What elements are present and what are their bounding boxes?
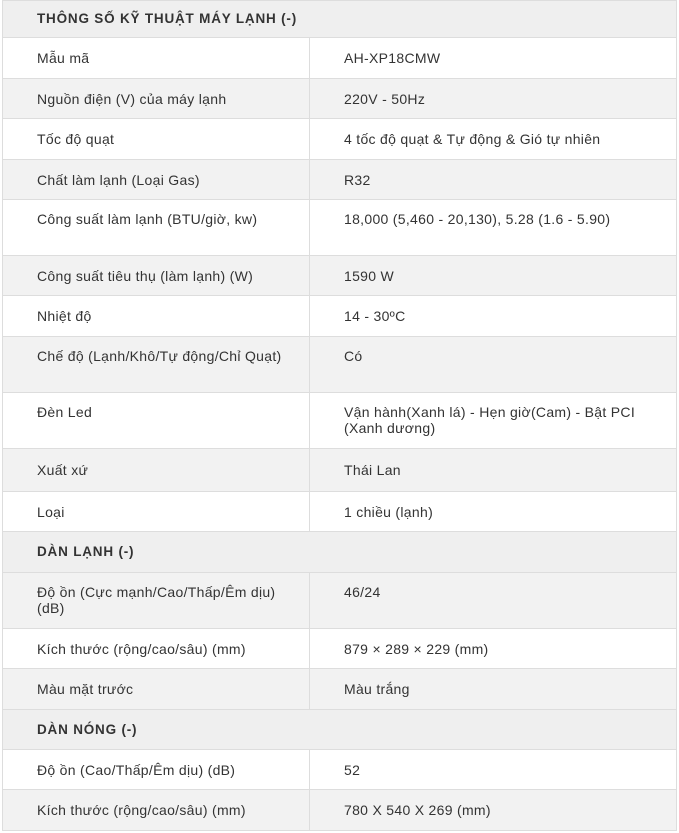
spec-label: Độ ồn (Cực mạnh/Cao/Thấp/Êm dịu) (dB) <box>3 573 310 628</box>
spec-value: Có <box>344 348 363 364</box>
spec-label: Công suất tiêu thụ (làm lạnh) (W) <box>3 256 310 295</box>
spec-label: Đèn Led <box>3 393 310 448</box>
table-row <box>3 255 676 295</box>
table-row <box>3 491 676 531</box>
spec-label: Kích thước (rộng/cao/sâu) (mm) <box>3 629 310 668</box>
spec-value: 780 X 540 X 269 (mm) <box>344 802 491 818</box>
spec-value: 879 × 289 × 229 (mm) <box>344 640 489 657</box>
spec-value: 4 tốc độ quạt & Tự động & Gió tự nhiên <box>344 131 601 147</box>
spec-value: 52 <box>344 761 361 778</box>
table-row <box>3 448 676 491</box>
spec-value: Màu trắng <box>344 681 410 697</box>
spec-value: 18,000 (5,460 - 20,130), 5.28 (1.6 - 5.90) <box>344 211 611 227</box>
spec-label: Kích thước (rộng/cao/sâu) (mm) <box>3 790 310 830</box>
table-row <box>3 572 676 628</box>
table-row <box>3 78 676 118</box>
table-row <box>3 392 676 448</box>
section-title: DÀN NÓNG (-) <box>37 721 138 737</box>
section-title: DÀN LẠNH (-) <box>37 544 135 559</box>
spec-value: R32 <box>344 171 371 188</box>
spec-table <box>2 0 677 831</box>
table-row <box>3 159 676 199</box>
spec-value: 220V - 50Hz <box>344 90 426 107</box>
spec-label: Nguồn điện (V) của máy lạnh <box>3 79 310 118</box>
table-row <box>3 118 676 159</box>
section-header-indoor <box>3 531 676 572</box>
spec-label: Màu mặt trước <box>3 669 310 709</box>
spec-value: 1 chiều (lạnh) <box>344 503 434 520</box>
spec-label: Nhiệt độ <box>3 296 310 336</box>
table-row <box>3 789 676 830</box>
spec-label: Xuất xứ <box>3 449 310 491</box>
spec-value: Vận hành(Xanh lá) - Hẹn giờ(Cam) - Bật PCI (Xanh dương) <box>344 404 636 436</box>
spec-value: 46/24 <box>344 584 381 600</box>
spec-label: Chất làm lạnh (Loại Gas) <box>3 160 310 199</box>
spec-label: Mẫu mã <box>3 38 310 78</box>
section-header-specs <box>3 0 676 37</box>
spec-label: Công suất làm lạnh (BTU/giờ, kw) <box>3 200 310 255</box>
spec-label: Tốc độ quạt <box>3 119 310 159</box>
table-row <box>3 336 676 392</box>
spec-label: Chế độ (Lạnh/Khô/Tự động/Chỉ Quạt) <box>3 337 310 392</box>
spec-value: 14 - 30ºC <box>344 308 406 324</box>
table-row <box>3 749 676 789</box>
spec-value: 1590 W <box>344 267 395 284</box>
spec-value: AH-XP18CMW <box>344 50 441 66</box>
section-title: THÔNG SỐ KỸ THUẬT MÁY LẠNH (-) <box>37 11 297 26</box>
table-row <box>3 37 676 78</box>
spec-value: Thái Lan <box>344 462 401 478</box>
table-row <box>3 628 676 668</box>
spec-label: Loại <box>3 492 310 531</box>
table-row <box>3 199 676 255</box>
table-row <box>3 668 676 709</box>
section-header-outdoor <box>3 709 676 749</box>
spec-label: Độ ồn (Cao/Thấp/Êm dịu) (dB) <box>3 750 310 789</box>
table-row <box>3 295 676 336</box>
